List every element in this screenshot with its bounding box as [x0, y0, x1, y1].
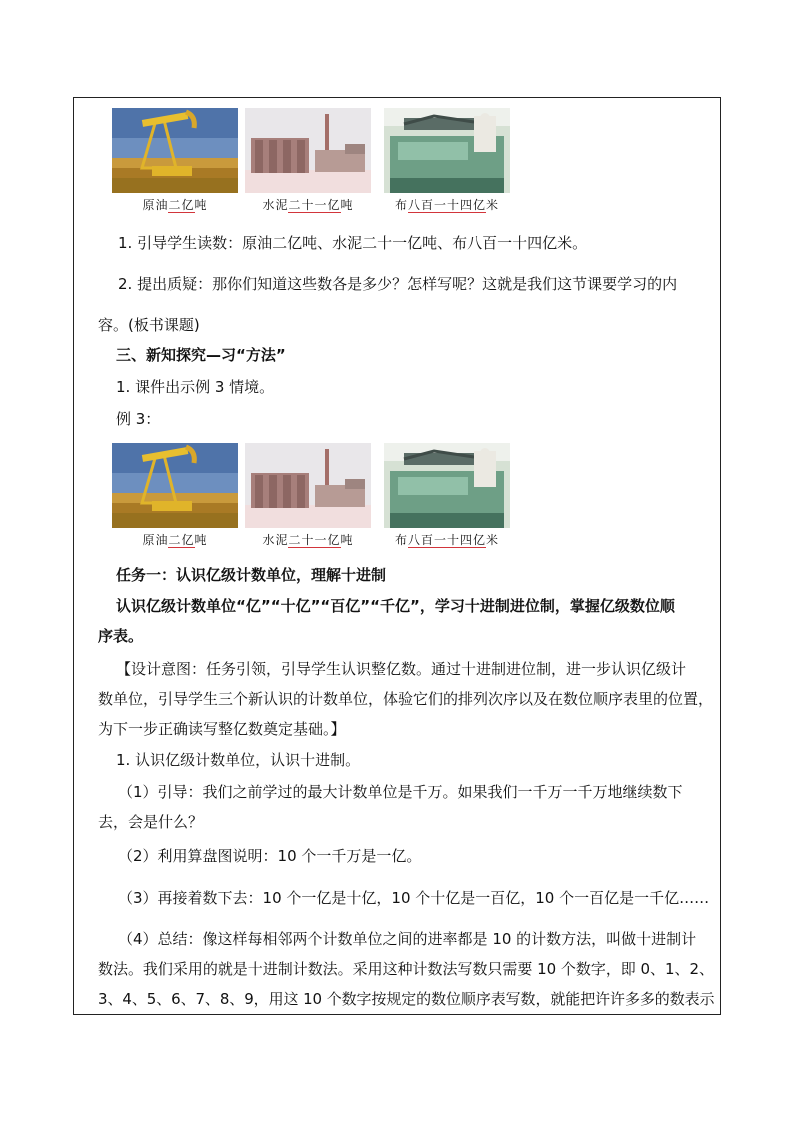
step-1d-line1: （4）总结：像这样每相邻两个计数单位之间的进率都是 10 的计数方法，叫做十进制计 — [118, 930, 697, 948]
image-row-2 — [112, 443, 516, 559]
paragraph-read-numbers: 1. 引导学生读数：原油二亿吨、水泥二十一亿吨、布八百一十四亿米。 — [118, 234, 588, 252]
step-1a-line2: 去，会是什么？ — [98, 813, 204, 831]
step-1: 1. 认识亿级计数单位，认识十进制。 — [116, 751, 361, 769]
caption-cloth: 布八百一十四亿米 — [394, 533, 500, 547]
textile-machine-photo — [384, 108, 510, 193]
paragraph-question-line2: 容。(板书课题) — [98, 316, 200, 334]
design-intent-line2: 数单位，引导学生三个新认识的计数单位，体验它们的排列次序以及在数位顺序表里的位置， — [98, 690, 714, 708]
paragraph-question-line1: 2. 提出质疑：那你们知道这些数各是多少？怎样写呢？这就是我们这节课要学习的内 — [118, 275, 678, 293]
example-label: 例 3： — [116, 410, 161, 428]
oil-pump-photo — [112, 108, 238, 193]
caption-oil: 原油二亿吨 — [142, 198, 208, 212]
task-goal-line1: 认识亿级计数单位“亿”“十亿”“百亿”“千亿”，学习十进制进位制，掌握亿级数位顺 — [116, 597, 675, 615]
caption-oil: 原油二亿吨 — [142, 533, 208, 547]
caption-cloth: 布八百一十四亿米 — [394, 198, 500, 212]
step-1d-line2: 数法。我们采用的就是十进制计数法。采用这种计数法写数只需要 10 个数字，即 0、1、2、 — [98, 960, 715, 978]
task-heading: 任务一：认识亿级计数单位，理解十进制 — [116, 566, 387, 584]
step-1a-line1: （1）引导：我们之前学过的最大计数单位是千万。如果我们一千万一千万地继续数下 — [118, 783, 683, 801]
step-1d-line3: 3、4、5、6、7、8、9，用这 10 个数字按规定的数位顺序表写数，就能把许许多多的数表示 — [98, 990, 715, 1008]
document-frame — [73, 97, 721, 1015]
caption-cement: 水泥二十一亿吨 — [262, 198, 354, 212]
image-row-1 — [112, 108, 516, 224]
oil-pump-photo — [112, 443, 238, 528]
step-1c: （3）再接着数下去：10 个一亿是十亿，10 个十亿是一百亿，10 个一百亿是一千亿…… — [118, 889, 710, 907]
caption-cement: 水泥二十一亿吨 — [262, 533, 354, 547]
paragraph-show-example: 1. 课件出示例 3 情境。 — [116, 378, 275, 396]
cement-factory-photo — [245, 108, 371, 193]
task-goal-line2: 序表。 — [98, 627, 144, 645]
design-intent-line1: 【设计意图：任务引领，引导学生认识整亿数。通过十进制进位制，进一步认识亿级计 — [116, 660, 687, 678]
step-1b: （2）利用算盘图说明：10 个一千万是一亿。 — [118, 847, 422, 865]
design-intent-line3: 为下一步正确读写整亿数奠定基础。】 — [98, 720, 346, 738]
section-heading-3: 三、新知探究—习“方法” — [116, 346, 286, 364]
cement-factory-photo — [245, 443, 371, 528]
textile-machine-photo — [384, 443, 510, 528]
